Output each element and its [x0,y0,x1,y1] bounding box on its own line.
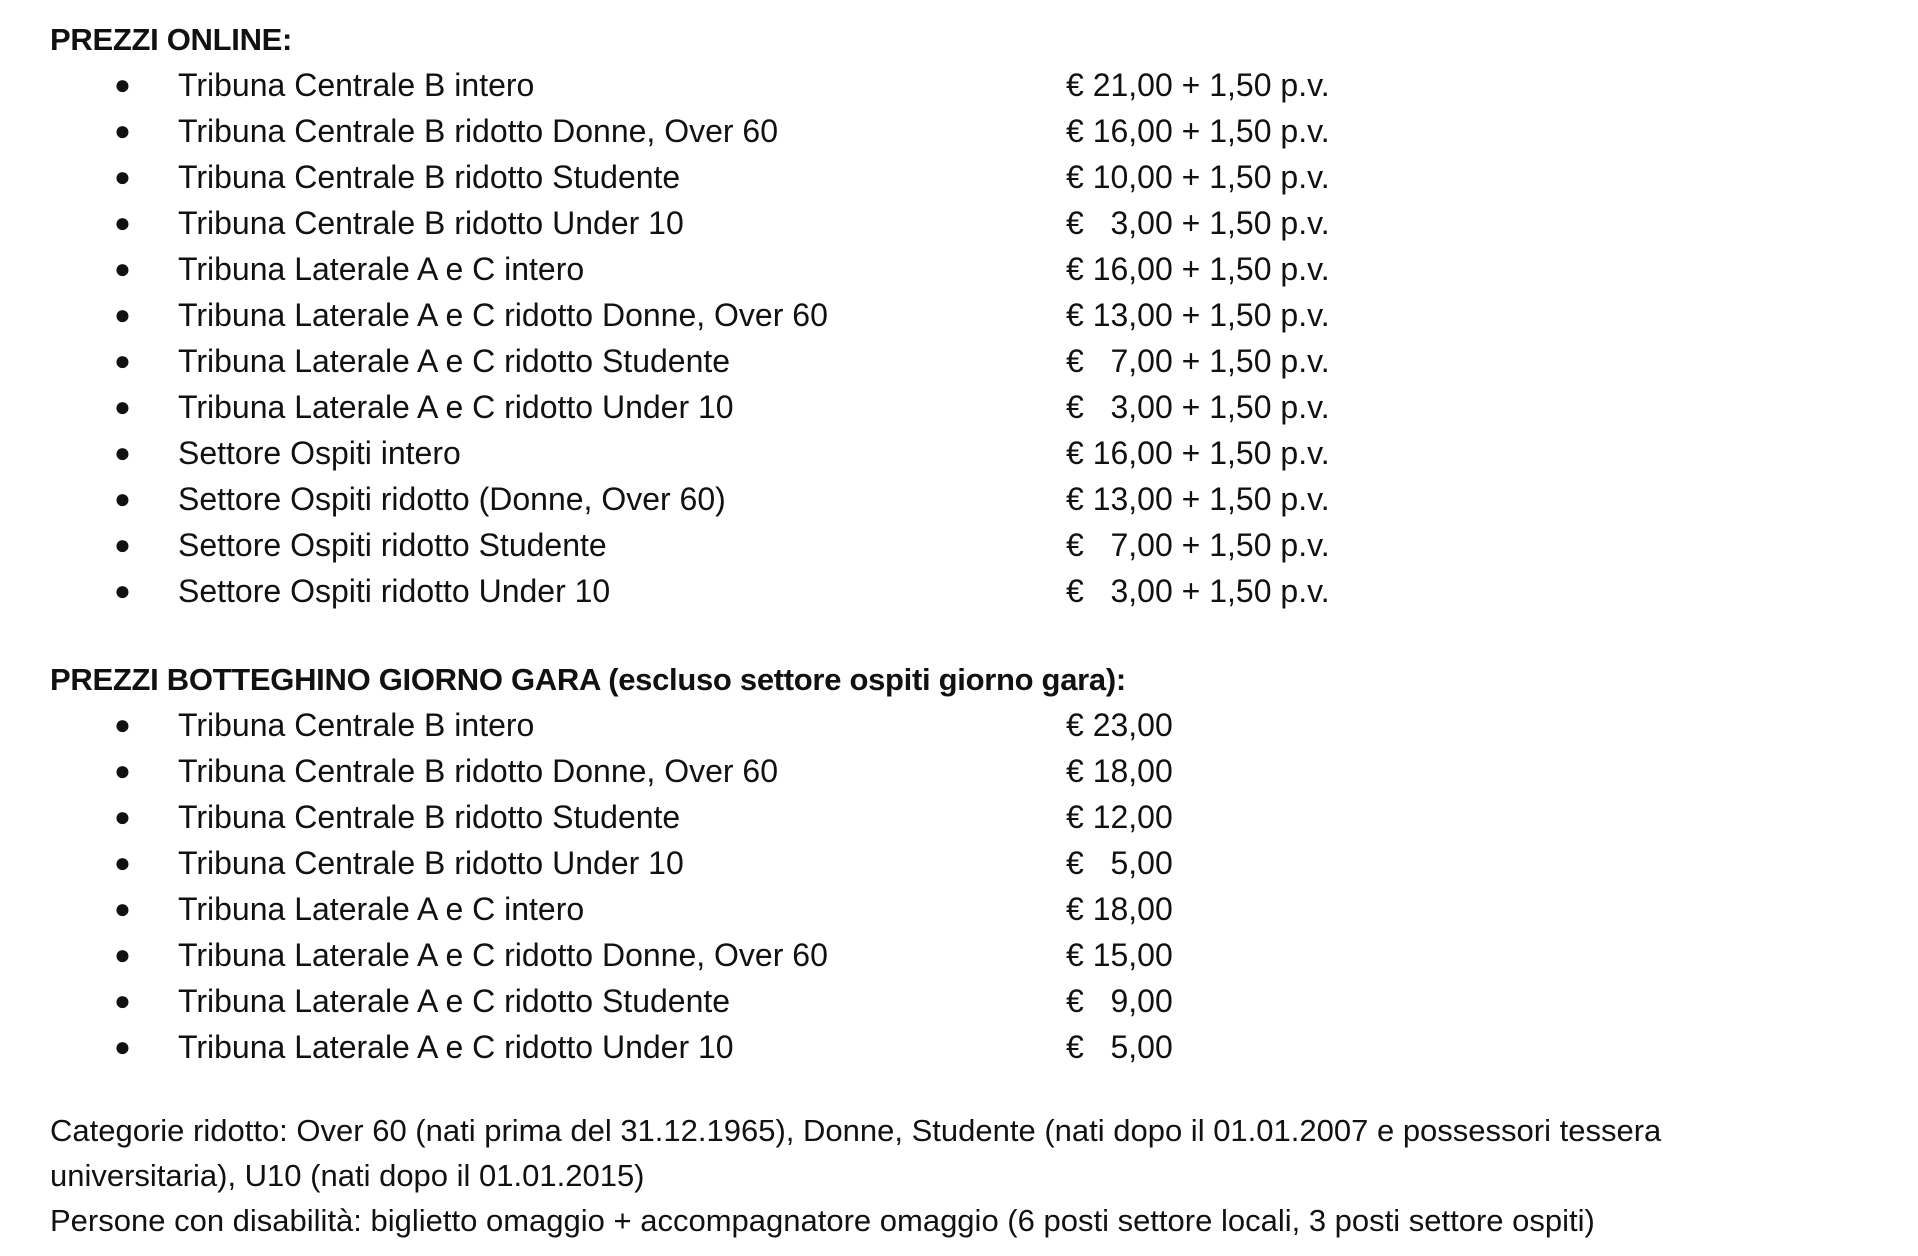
bullet-icon: ● [114,893,131,924]
ticket-price: € 21,00 + 1,50 p.v. [1066,67,1330,103]
disability-note: Persone con disabilità: biglietto omaggio + accompagnatore omaggio (6 posti settore locali, 3 posti settore ospiti) [50,1203,1595,1238]
ticket-price: € 7,00 + 1,50 p.v. [1066,343,1330,379]
ticket-price: € 13,00 + 1,50 p.v. [1066,481,1330,517]
bullet-icon: ● [114,161,131,192]
ticket-label: Tribuna Laterale A e C ridotto Studente [178,343,731,379]
ticket-label: Tribuna Centrale B intero [178,67,535,103]
ticket-price: € 13,00 + 1,50 p.v. [1066,297,1330,333]
bullet-icon: ● [114,1031,131,1062]
ticket-label: Tribuna Centrale B ridotto Studente [178,799,681,835]
box-office-prices-heading: PREZZI BOTTEGHINO GIORNO GARA (escluso settore ospiti giorno gara): [50,662,1126,697]
ticket-label: Tribuna Centrale B ridotto Studente [178,159,681,195]
ticket-label: Settore Ospiti ridotto Studente [178,527,607,563]
ticket-price: € 5,00 [1066,845,1173,881]
ticket-price: € 7,00 + 1,50 p.v. [1066,527,1330,563]
bullet-icon: ● [114,253,131,284]
ticket-price: € 3,00 + 1,50 p.v. [1066,389,1330,425]
ticket-price: € 5,00 [1066,1029,1173,1065]
bullet-icon: ● [114,755,131,786]
bullet-icon: ● [114,575,131,606]
bullet-icon: ● [114,299,131,330]
ticket-price: € 3,00 + 1,50 p.v. [1066,205,1330,241]
ticket-price: € 3,00 + 1,50 p.v. [1066,573,1330,609]
ticket-price: € 18,00 [1066,753,1173,789]
ticket-label: Tribuna Centrale B intero [178,707,535,743]
bullet-icon: ● [114,483,131,514]
bullet-icon: ● [114,801,131,832]
ticket-label: Tribuna Laterale A e C ridotto Under 10 [178,389,734,425]
ticket-price: € 23,00 [1066,707,1173,743]
ticket-price: € 15,00 [1066,937,1173,973]
bullet-icon: ● [114,69,131,100]
bullet-icon: ● [114,345,131,376]
bullet-icon: ● [114,985,131,1016]
ticket-label: Settore Ospiti intero [178,435,461,471]
online-prices-heading: PREZZI ONLINE: [50,22,293,57]
ticket-price: € 10,00 + 1,50 p.v. [1066,159,1330,195]
bullet-icon: ● [114,391,131,422]
ticket-label: Tribuna Centrale B ridotto Donne, Over 60 [178,113,779,149]
bullet-icon: ● [114,115,131,146]
ticket-price: € 12,00 [1066,799,1173,835]
ticket-label: Tribuna Laterale A e C intero [178,251,585,287]
ticket-label: Tribuna Centrale B ridotto Donne, Over 60 [178,753,779,789]
ticket-label: Tribuna Centrale B ridotto Under 10 [178,845,684,881]
bullet-icon: ● [114,437,131,468]
ticket-label: Settore Ospiti ridotto (Donne, Over 60) [178,481,726,517]
ticket-price: € 9,00 [1066,983,1173,1019]
ticket-label: Tribuna Centrale B ridotto Under 10 [178,205,684,241]
ticket-label: Tribuna Laterale A e C ridotto Studente [178,983,731,1019]
bullet-icon: ● [114,207,131,238]
ticket-label: Tribuna Laterale A e C ridotto Under 10 [178,1029,734,1065]
ticket-label: Settore Ospiti ridotto Under 10 [178,573,611,609]
bullet-icon: ● [114,709,131,740]
bullet-icon: ● [114,529,131,560]
ticket-price: € 16,00 + 1,50 p.v. [1066,435,1330,471]
ticket-price: € 18,00 [1066,891,1173,927]
bullet-icon: ● [114,939,131,970]
ticket-price: € 16,00 + 1,50 p.v. [1066,113,1330,149]
reduced-categories-note: Categorie ridotto: Over 60 (nati prima del 31.12.1965), Donne, Studente (nati dopo il 01.01.2007 e possessori tessera universitaria), U10 (nati dopo il 01.01.2015) [50,1113,1662,1193]
bullet-icon: ● [114,847,131,878]
notes-section [50,1108,1850,1243]
ticket-label: Tribuna Laterale A e C ridotto Donne, Over 60 [178,937,828,973]
ticket-label: Tribuna Laterale A e C ridotto Donne, Over 60 [178,297,828,333]
ticket-label: Tribuna Laterale A e C intero [178,891,585,927]
ticket-price: € 16,00 + 1,50 p.v. [1066,251,1330,287]
